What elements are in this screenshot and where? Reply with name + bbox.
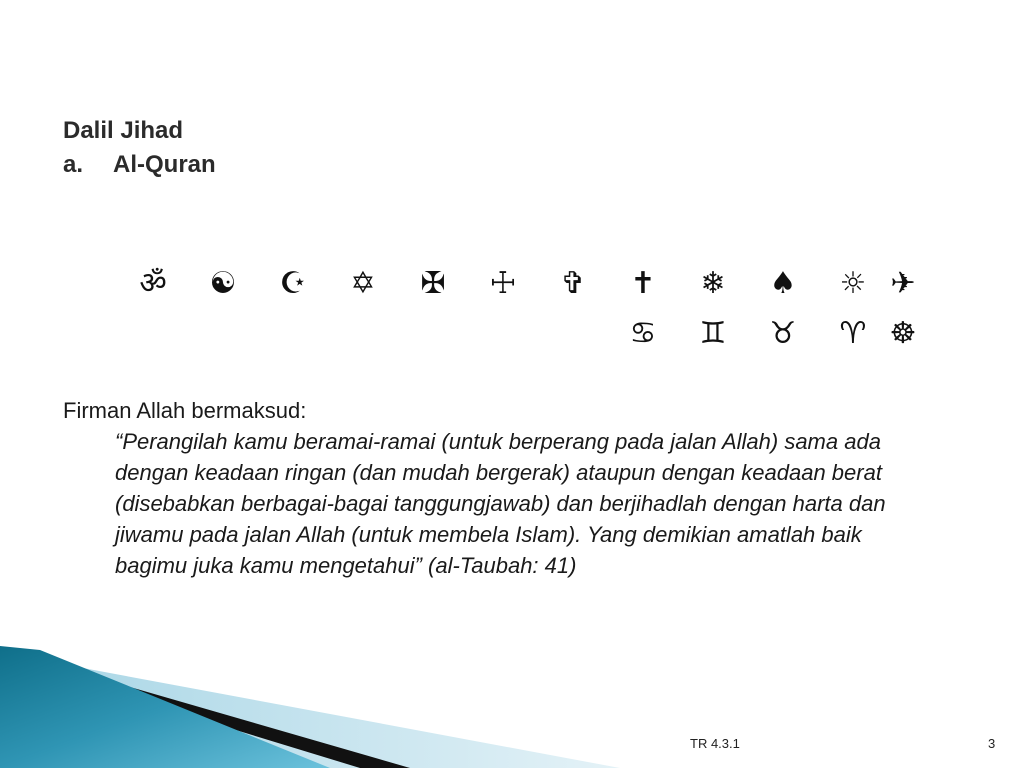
heading-subtitle [63,148,216,182]
verse-glyph: ♋ [629,316,657,351]
verse-glyph: ☯ [209,266,237,301]
translation-block [63,395,903,581]
verse-glyph: ✞ [560,266,586,301]
verse-glyph: ♉ [769,316,797,351]
page-number: 3 [988,736,996,751]
heading-title: Dalil Jihad [63,117,184,144]
translation-quote: “Perangilah kamu beramai-ramai (untuk berperang pada jalan Allah) sama ada dengan keadaan ringan (dan mudah bergerak) ataupun dengan keadaan berat (disebabkan berbagai-bagai tanggungjawab) dan berjihadlah dengan harta dan jiwamu pada jalan Allah (untuk membela Islam). Yang demikian amatlah baik bagimu juka kamu mengetahui” (al-Taubah: 41) [115,429,886,578]
verse-glyph: ♊ [699,316,727,351]
arabic-verse-row-1 [118,264,918,304]
footer-code: TR 4.3.1 [690,736,740,751]
slide-decoration [0,600,620,768]
verse-glyph: ✈ [890,266,916,301]
translation-intro: Firman Allah bermaksud: [63,398,307,423]
verse-glyph: ✠ [420,266,446,301]
verse-glyph: ॐ [139,266,167,301]
verse-glyph: ☩ [489,266,517,301]
verse-glyph: ☼ [839,266,867,301]
verse-glyph: ☸ [889,316,917,351]
list-marker: a. [63,151,84,178]
verse-glyph: ✝ [630,266,656,301]
verse-glyph: ♠ [769,266,797,301]
subtitle-text: Al-Quran [113,151,216,178]
verse-glyph: ❄ [700,266,726,301]
verse-glyph: ♈ [839,316,867,351]
verse-glyph: ✡ [350,266,376,301]
arabic-verse-row-2 [608,314,918,354]
verse-glyph: ☪ [279,266,307,301]
slide-heading [63,114,216,182]
